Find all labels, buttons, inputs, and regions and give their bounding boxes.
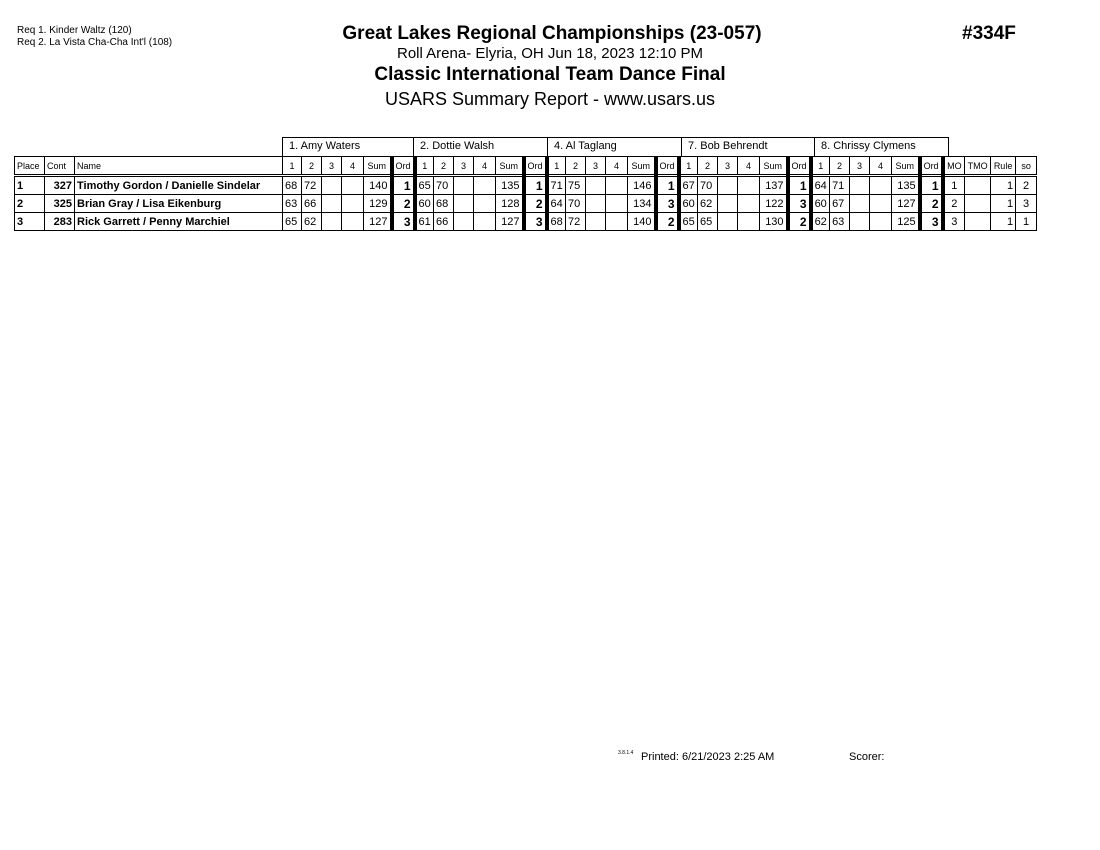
score-4-cell [606, 176, 628, 195]
sum-cell: 125 [892, 213, 920, 231]
score-3-cell [850, 213, 870, 231]
score-2-cell: 63 [830, 213, 850, 231]
sum-cell: 127 [364, 213, 392, 231]
col-score-2: 2 [566, 157, 586, 176]
score-1-cell: 67 [679, 176, 698, 195]
judge-header: 4. Al Taglang [548, 137, 682, 156]
score-1-cell: 60 [811, 195, 830, 213]
score-1-cell: 62 [811, 213, 830, 231]
scorer-label: Scorer: [849, 751, 885, 763]
score-4-cell [606, 195, 628, 213]
col-score-2: 2 [830, 157, 850, 176]
sum-cell: 140 [628, 213, 656, 231]
ordinal-cell: 3 [788, 195, 811, 213]
judge-header: 2. Dottie Walsh [414, 137, 548, 156]
col-ord: Ord [656, 157, 679, 176]
requirement-2: Req 2. La Vista Cha-Cha Int'l (108) [17, 37, 173, 48]
contestant-number-cell: 283 [45, 213, 75, 231]
so-cell: 2 [1016, 176, 1037, 195]
col-tmo: TMO [965, 157, 991, 176]
score-3-cell [718, 176, 738, 195]
col-score-2: 2 [434, 157, 454, 176]
so-cell: 1 [1016, 213, 1037, 231]
so-cell: 3 [1016, 195, 1037, 213]
col-score-3: 3 [322, 157, 342, 176]
judge-header: 7. Bob Behrendt [682, 137, 815, 156]
software-version: 3.8.1.4 [618, 750, 634, 756]
sum-cell: 135 [496, 176, 524, 195]
ordinal-cell: 3 [524, 213, 547, 231]
score-2-cell: 66 [434, 213, 454, 231]
total-majority-ordinal-cell [965, 195, 991, 213]
score-4-cell [474, 176, 496, 195]
col-rule: Rule [991, 157, 1016, 176]
score-3-cell [586, 195, 606, 213]
score-1-cell: 61 [415, 213, 434, 231]
score-1-cell: 63 [283, 195, 302, 213]
rule-cell: 1 [991, 176, 1016, 195]
col-score-1: 1 [283, 157, 302, 176]
ordinal-cell: 1 [788, 176, 811, 195]
score-3-cell [850, 195, 870, 213]
col-place: Place [15, 157, 45, 176]
col-score-4: 4 [870, 157, 892, 176]
score-4-cell [474, 195, 496, 213]
ordinal-cell: 1 [524, 176, 547, 195]
score-1-cell: 64 [547, 195, 566, 213]
rule-cell: 1 [991, 213, 1016, 231]
ordinal-cell: 2 [788, 213, 811, 231]
score-4-cell [474, 213, 496, 231]
col-score-3: 3 [850, 157, 870, 176]
score-2-cell: 70 [434, 176, 454, 195]
col-score-4: 4 [738, 157, 760, 176]
score-1-cell: 71 [547, 176, 566, 195]
sum-cell: 146 [628, 176, 656, 195]
ordinal-cell: 2 [656, 213, 679, 231]
score-1-cell: 65 [283, 213, 302, 231]
judge-header: 1. Amy Waters [282, 137, 414, 156]
score-3-cell [718, 213, 738, 231]
competition-title: Great Lakes Regional Championships (23-057) [342, 23, 762, 44]
score-4-cell [342, 195, 364, 213]
table-row [15, 213, 1037, 231]
sum-cell: 134 [628, 195, 656, 213]
score-2-cell: 70 [566, 195, 586, 213]
ordinal-cell: 3 [656, 195, 679, 213]
score-3-cell [454, 213, 474, 231]
ordinal-cell: 1 [656, 176, 679, 195]
sum-cell: 127 [496, 213, 524, 231]
score-2-cell: 67 [830, 195, 850, 213]
score-3-cell [454, 195, 474, 213]
score-2-cell: 70 [698, 176, 718, 195]
event-title: Classic International Team Dance Final [374, 64, 726, 85]
ordinal-cell: 3 [920, 213, 943, 231]
skater-names-cell: Brian Gray / Lisa Eikenburg [75, 195, 283, 213]
col-sum: Sum [628, 157, 656, 176]
requirement-1: Req 1. Kinder Waltz (120) [17, 25, 132, 36]
col-score-1: 1 [679, 157, 698, 176]
results-table [14, 156, 1037, 231]
majority-ordinal-cell: 2 [943, 195, 965, 213]
col-sum: Sum [496, 157, 524, 176]
col-mo: MO [943, 157, 965, 176]
score-3-cell [718, 195, 738, 213]
score-1-cell: 60 [679, 195, 698, 213]
col-score-1: 1 [415, 157, 434, 176]
place-cell: 2 [15, 195, 45, 213]
score-2-cell: 75 [566, 176, 586, 195]
ordinal-cell: 3 [392, 213, 415, 231]
sum-cell: 135 [892, 176, 920, 195]
col-cont: Cont [45, 157, 75, 176]
score-1-cell: 65 [679, 213, 698, 231]
sum-cell: 137 [760, 176, 788, 195]
majority-ordinal-cell: 1 [943, 176, 965, 195]
place-cell: 3 [15, 213, 45, 231]
score-2-cell: 65 [698, 213, 718, 231]
score-1-cell: 64 [811, 176, 830, 195]
col-score-2: 2 [698, 157, 718, 176]
sum-cell: 140 [364, 176, 392, 195]
col-sum: Sum [760, 157, 788, 176]
score-2-cell: 68 [434, 195, 454, 213]
score-4-cell [870, 176, 892, 195]
score-1-cell: 68 [547, 213, 566, 231]
col-score-3: 3 [454, 157, 474, 176]
score-2-cell: 62 [302, 213, 322, 231]
score-4-cell [342, 176, 364, 195]
score-4-cell [606, 213, 628, 231]
col-score-4: 4 [342, 157, 364, 176]
col-ord: Ord [788, 157, 811, 176]
sum-cell: 130 [760, 213, 788, 231]
col-sum: Sum [364, 157, 392, 176]
sum-cell: 129 [364, 195, 392, 213]
total-majority-ordinal-cell [965, 213, 991, 231]
score-1-cell: 68 [283, 176, 302, 195]
col-score-1: 1 [547, 157, 566, 176]
col-name: Name [75, 157, 283, 176]
printed-timestamp: Printed: 6/21/2023 2:25 AM [641, 751, 775, 763]
score-1-cell: 65 [415, 176, 434, 195]
sum-cell: 127 [892, 195, 920, 213]
contestant-number-cell: 325 [45, 195, 75, 213]
score-4-cell [738, 176, 760, 195]
score-2-cell: 72 [302, 176, 322, 195]
col-ord: Ord [524, 157, 547, 176]
rule-cell: 1 [991, 195, 1016, 213]
score-4-cell [870, 195, 892, 213]
ordinal-cell: 2 [524, 195, 547, 213]
judge-header: 8. Chrissy Clymens [815, 137, 949, 156]
ordinal-cell: 2 [392, 195, 415, 213]
score-3-cell [586, 213, 606, 231]
event-number: #334F [962, 23, 1016, 44]
ordinal-cell: 1 [392, 176, 415, 195]
score-3-cell [322, 195, 342, 213]
col-ord: Ord [920, 157, 943, 176]
col-ord: Ord [392, 157, 415, 176]
majority-ordinal-cell: 3 [943, 213, 965, 231]
col-score-4: 4 [474, 157, 496, 176]
score-4-cell [738, 195, 760, 213]
score-2-cell: 62 [698, 195, 718, 213]
score-1-cell: 60 [415, 195, 434, 213]
report-subtitle: USARS Summary Report - www.usars.us [384, 89, 716, 109]
col-score-4: 4 [606, 157, 628, 176]
score-4-cell [870, 213, 892, 231]
score-3-cell [454, 176, 474, 195]
venue-date: Roll Arena- Elyria, OH Jun 18, 2023 12:10 PM [397, 45, 703, 62]
score-2-cell: 71 [830, 176, 850, 195]
score-4-cell [342, 213, 364, 231]
column-header-row [15, 157, 1037, 176]
contestant-number-cell: 327 [45, 176, 75, 195]
total-majority-ordinal-cell [965, 176, 991, 195]
score-2-cell: 72 [566, 213, 586, 231]
col-so: so [1016, 157, 1037, 176]
score-4-cell [738, 213, 760, 231]
skater-names-cell: Rick Garrett / Penny Marchiel [75, 213, 283, 231]
table-row [15, 176, 1037, 195]
col-score-3: 3 [586, 157, 606, 176]
col-sum: Sum [892, 157, 920, 176]
score-3-cell [322, 176, 342, 195]
sum-cell: 122 [760, 195, 788, 213]
judges-header-row [282, 137, 949, 155]
ordinal-cell: 1 [920, 176, 943, 195]
score-3-cell [586, 176, 606, 195]
table-row [15, 195, 1037, 213]
skater-names-cell: Timothy Gordon / Danielle Sindelar [75, 176, 283, 195]
score-3-cell [322, 213, 342, 231]
score-2-cell: 66 [302, 195, 322, 213]
score-3-cell [850, 176, 870, 195]
place-cell: 1 [15, 176, 45, 195]
ordinal-cell: 2 [920, 195, 943, 213]
col-score-3: 3 [718, 157, 738, 176]
col-score-2: 2 [302, 157, 322, 176]
sum-cell: 128 [496, 195, 524, 213]
col-score-1: 1 [811, 157, 830, 176]
